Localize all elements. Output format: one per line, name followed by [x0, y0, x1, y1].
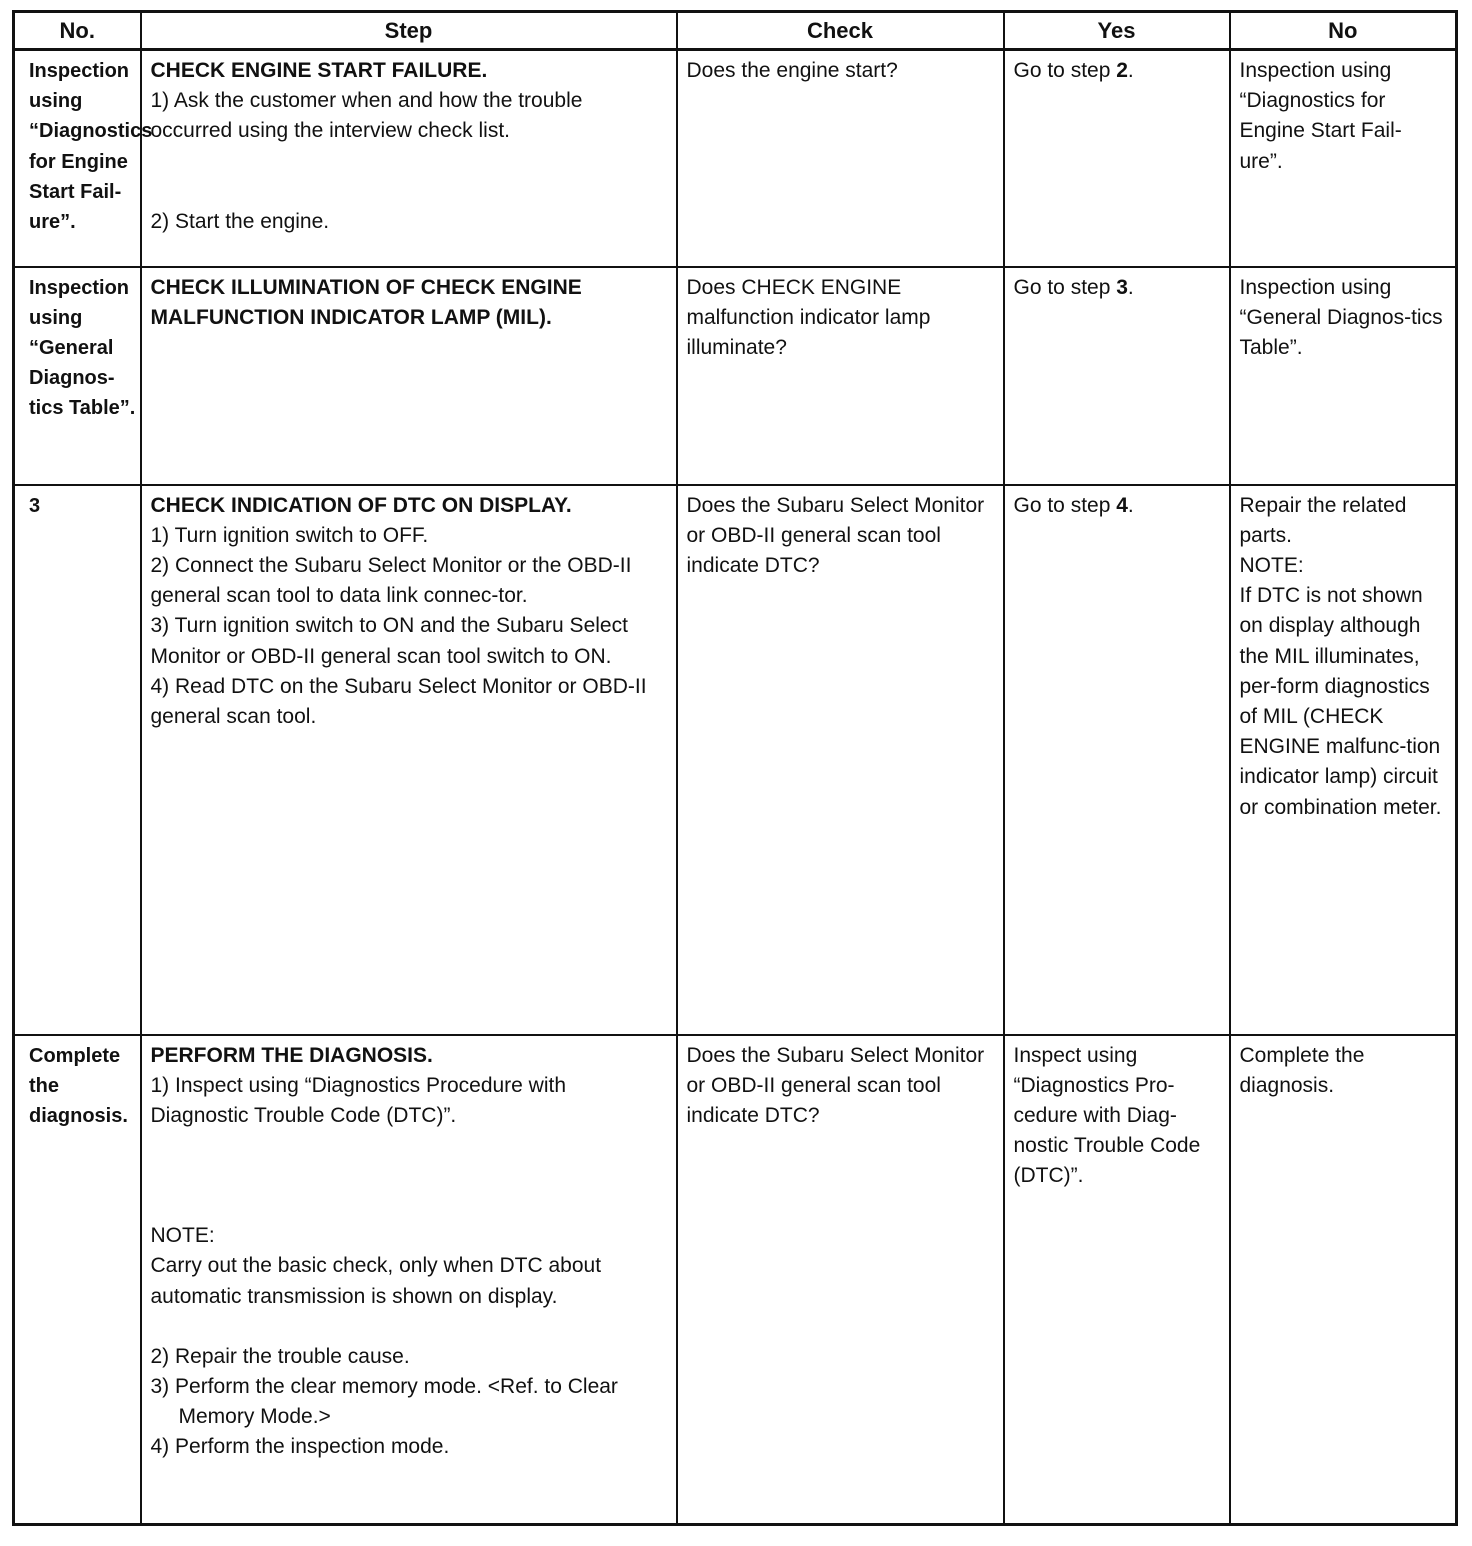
- note-text: If DTC is not shown on display although the MIL illuminates, per-form diagnostics of MIL (CHECK ENGINE malfunc-tion indicator lamp) circuit or combination meter.: [1239, 584, 1442, 819]
- header-no-result: No: [1230, 12, 1457, 50]
- table-row: [14, 267, 1457, 485]
- check-cell: [677, 267, 1004, 485]
- yes-step-number: 4: [1116, 493, 1128, 517]
- row-number-cell: [14, 485, 141, 1035]
- step-item: 2) Repair the trouble cause.: [150, 1344, 410, 1368]
- table-row: [14, 50, 1457, 267]
- step-item: 4) Read DTC on the Subaru Select Monitor or OBD-II general scan tool.: [150, 674, 647, 728]
- yes-text: Inspect using “Diagnostics Pro-cedure with Diag-nostic Trouble Code (DTC)”.: [1013, 1043, 1201, 1188]
- yes-prefix: Go to step: [1013, 59, 1117, 82]
- no-cell: [1230, 1035, 1457, 1525]
- check-cell: [677, 50, 1004, 267]
- step-cell: [141, 485, 677, 1035]
- step-title: PERFORM THE DIAGNOSIS.: [150, 1043, 433, 1067]
- yes-suffix: .: [1127, 59, 1134, 82]
- check-text: Does the Subaru Select Monitor or OBD-II general scan tool indicate DTC?: [686, 493, 985, 577]
- step-item: 1) Inspect using “Diagnostics Procedure with Diagnostic Trouble Code (DTC)”.: [150, 1073, 567, 1127]
- table-row: [14, 485, 1457, 1035]
- header-row: [14, 12, 1457, 50]
- yes-text: [1005, 486, 1229, 521]
- yes-cell: [1004, 1035, 1230, 1525]
- step-title: CHECK ENGINE START FAILURE.: [150, 59, 488, 82]
- step-item: 2) Connect the Subaru Select Monitor or the OBD-II general scan tool to data link connec-tor.: [150, 553, 632, 608]
- step-item: 2) Start the engine.: [150, 209, 330, 233]
- row-number: Inspection using “Diagnostics for Engine Start Fail-ure”.: [29, 60, 153, 234]
- yes-text: [1005, 268, 1229, 303]
- step-cell: [141, 1035, 677, 1525]
- row-number-cell: [14, 50, 153, 267]
- note-text: Carry out the basic check, only when DTC about automatic transmission is shown on display.: [150, 1254, 602, 1308]
- check-cell: [677, 1035, 1004, 1525]
- check-cell: [677, 485, 1004, 1035]
- yes-prefix: Go to step: [1013, 275, 1117, 299]
- yes-cell: [1004, 485, 1230, 1035]
- header-no: No.: [14, 12, 141, 50]
- row-number: Complete the diagnosis.: [29, 1044, 128, 1127]
- no-cell: [1230, 267, 1457, 485]
- yes-suffix: .: [1127, 275, 1134, 299]
- header-check: Check: [677, 12, 1004, 50]
- step-title: CHECK ILLUMINATION OF CHECK ENGINE MALFUNCTION INDICATOR LAMP (MIL).: [150, 275, 582, 329]
- step-cell: [141, 267, 677, 485]
- row-number: 3: [29, 494, 41, 517]
- diagnostic-table: [12, 10, 1458, 1526]
- yes-cell: [1004, 267, 1230, 485]
- table-row: [14, 1035, 1457, 1525]
- note-label: NOTE:: [150, 1224, 215, 1248]
- check-text: Does CHECK ENGINE malfunction indicator lamp illuminate?: [686, 275, 931, 359]
- step-cell: [141, 50, 677, 267]
- check-text: Does the Subaru Select Monitor or OBD-II general scan tool indicate DTC?: [686, 1043, 985, 1127]
- step-item: 3) Turn ignition switch to ON and the Subaru Select Monitor or OBD-II general scan tool switch to ON.: [150, 614, 628, 668]
- no-cell: [1230, 485, 1457, 1035]
- yes-prefix: Go to step: [1013, 493, 1117, 517]
- row-number: Inspection using “General Diagnos-tics Table”.: [29, 276, 136, 420]
- yes-suffix: .: [1127, 493, 1134, 517]
- row-number-cell: [14, 267, 141, 485]
- no-text: Inspection using “General Diagnos-tics Table”.: [1239, 275, 1443, 359]
- step-title: CHECK INDICATION OF DTC ON DISPLAY.: [150, 493, 572, 517]
- header-yes: Yes: [1004, 12, 1230, 50]
- yes-step-number: 3: [1116, 275, 1128, 299]
- yes-text: [1005, 51, 1229, 86]
- header-step: Step: [141, 12, 677, 50]
- yes-step-number: 2: [1116, 59, 1128, 82]
- step-item: 1) Turn ignition switch to OFF.: [150, 523, 429, 547]
- no-text: Inspection using “Diagnostics for Engine Start Fail-ure”.: [1239, 59, 1402, 173]
- yes-cell: [1004, 50, 1230, 267]
- no-text: Complete the diagnosis.: [1239, 1043, 1365, 1097]
- note-label: NOTE:: [1239, 553, 1304, 577]
- no-text: Repair the related parts.: [1239, 493, 1407, 547]
- step-item: 1) Ask the customer when and how the trouble occurred using the interview check list.: [150, 89, 583, 143]
- no-cell: [1230, 50, 1457, 267]
- check-text: Does the engine start?: [686, 59, 898, 82]
- row-number-cell: [14, 1035, 141, 1525]
- step-item: 3) Perform the clear memory mode. <Ref. to Clear Memory Mode.>: [150, 1374, 618, 1429]
- step-item: 4) Perform the inspection mode.: [150, 1435, 450, 1459]
